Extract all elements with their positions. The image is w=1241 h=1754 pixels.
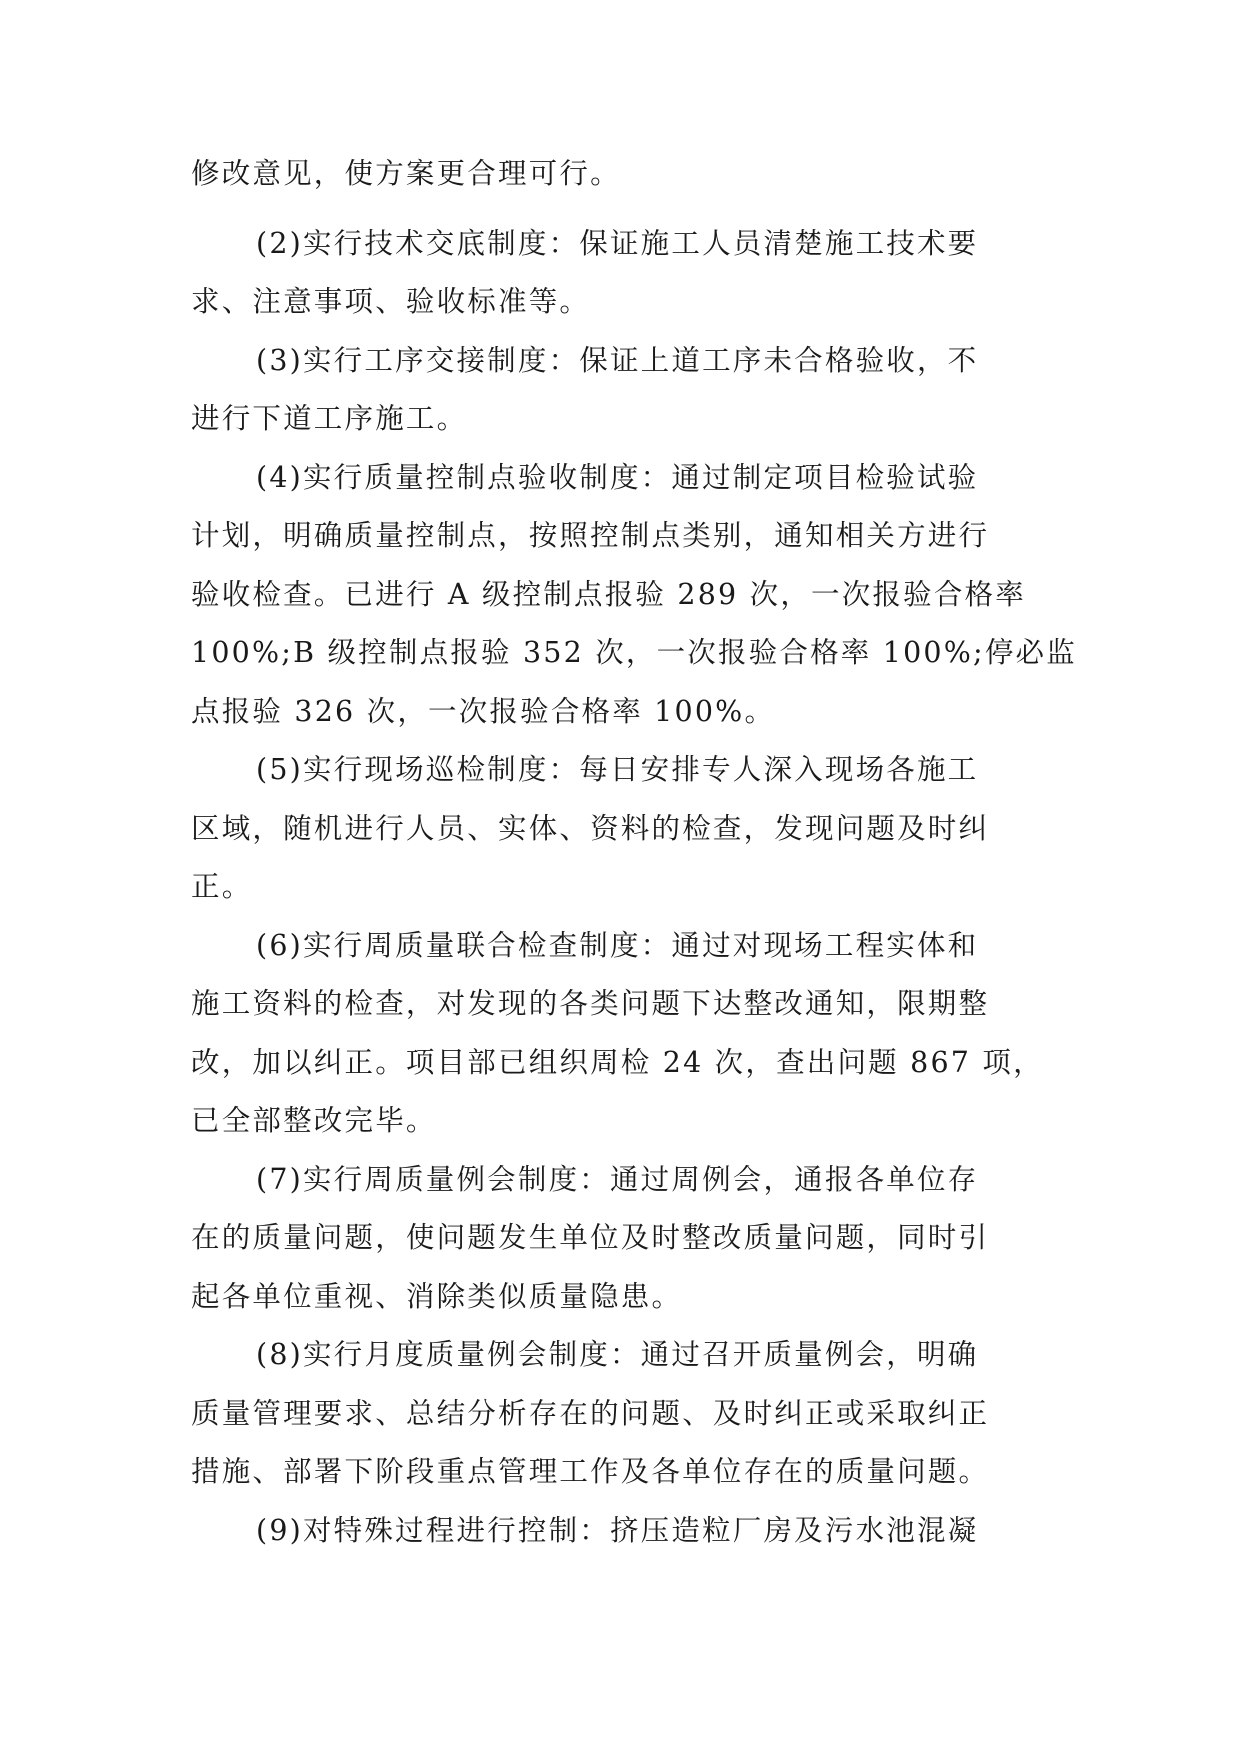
text-line: 起各单位重视、消除类似质量隐患。 (191, 1280, 683, 1313)
text-line: 改，加以纠正。项目部已组织周检 24 次，查出问题 867 项， (191, 1046, 1044, 1079)
text-line: 区域，随机进行人员、实体、资料的检查，发现问题及时纠 (191, 812, 990, 845)
text-line: 点报验 326 次，一次报验合格率 100%。 (191, 695, 776, 728)
text-line: 在的质量问题，使问题发生单位及时整改质量问题，同时引 (191, 1221, 990, 1254)
text-line: 求、注意事项、验收标准等。 (191, 285, 591, 318)
text-line: 验收检查。已进行 A 级控制点报验 289 次，一次报验合格率 (191, 578, 1026, 611)
text-line: (8)实行月度质量例会制度：通过召开质量例会，明确 (256, 1338, 979, 1371)
text-line: 100%;B 级控制点报验 352 次，一次报验合格率 100%;停必监 (191, 636, 1077, 669)
text-line: (3)实行工序交接制度：保证上道工序未合格验收，不 (256, 344, 979, 377)
text-line: (2)实行技术交底制度：保证施工人员清楚施工技术要 (256, 227, 979, 260)
text-line: 措施、部署下阶段重点管理工作及各单位存在的质量问题。 (191, 1455, 990, 1488)
text-line: (6)实行周质量联合检查制度：通过对现场工程实体和 (256, 929, 979, 962)
text-line: 已全部整改完毕。 (191, 1104, 437, 1137)
text-line: (5)实行现场巡检制度：每日安排专人深入现场各施工 (256, 753, 979, 786)
text-line: (4)实行质量控制点验收制度：通过制定项目检验试验 (256, 461, 979, 494)
text-line: (7)实行周质量例会制度：通过周例会，通报各单位存 (256, 1163, 979, 1196)
text-line: 正。 (191, 870, 253, 903)
text-line: 施工资料的检查，对发现的各类问题下达整改通知，限期整 (191, 987, 990, 1020)
text-line: 计划，明确质量控制点，按照控制点类别，通知相关方进行 (191, 519, 990, 552)
text-line: 进行下道工序施工。 (191, 402, 468, 435)
text-line: 修改意见，使方案更合理可行。 (191, 157, 621, 190)
text-line: (9)对特殊过程进行控制：挤压造粒厂房及污水池混凝 (256, 1514, 979, 1547)
text-line: 质量管理要求、总结分析存在的问题、及时纠正或采取纠正 (191, 1397, 990, 1430)
